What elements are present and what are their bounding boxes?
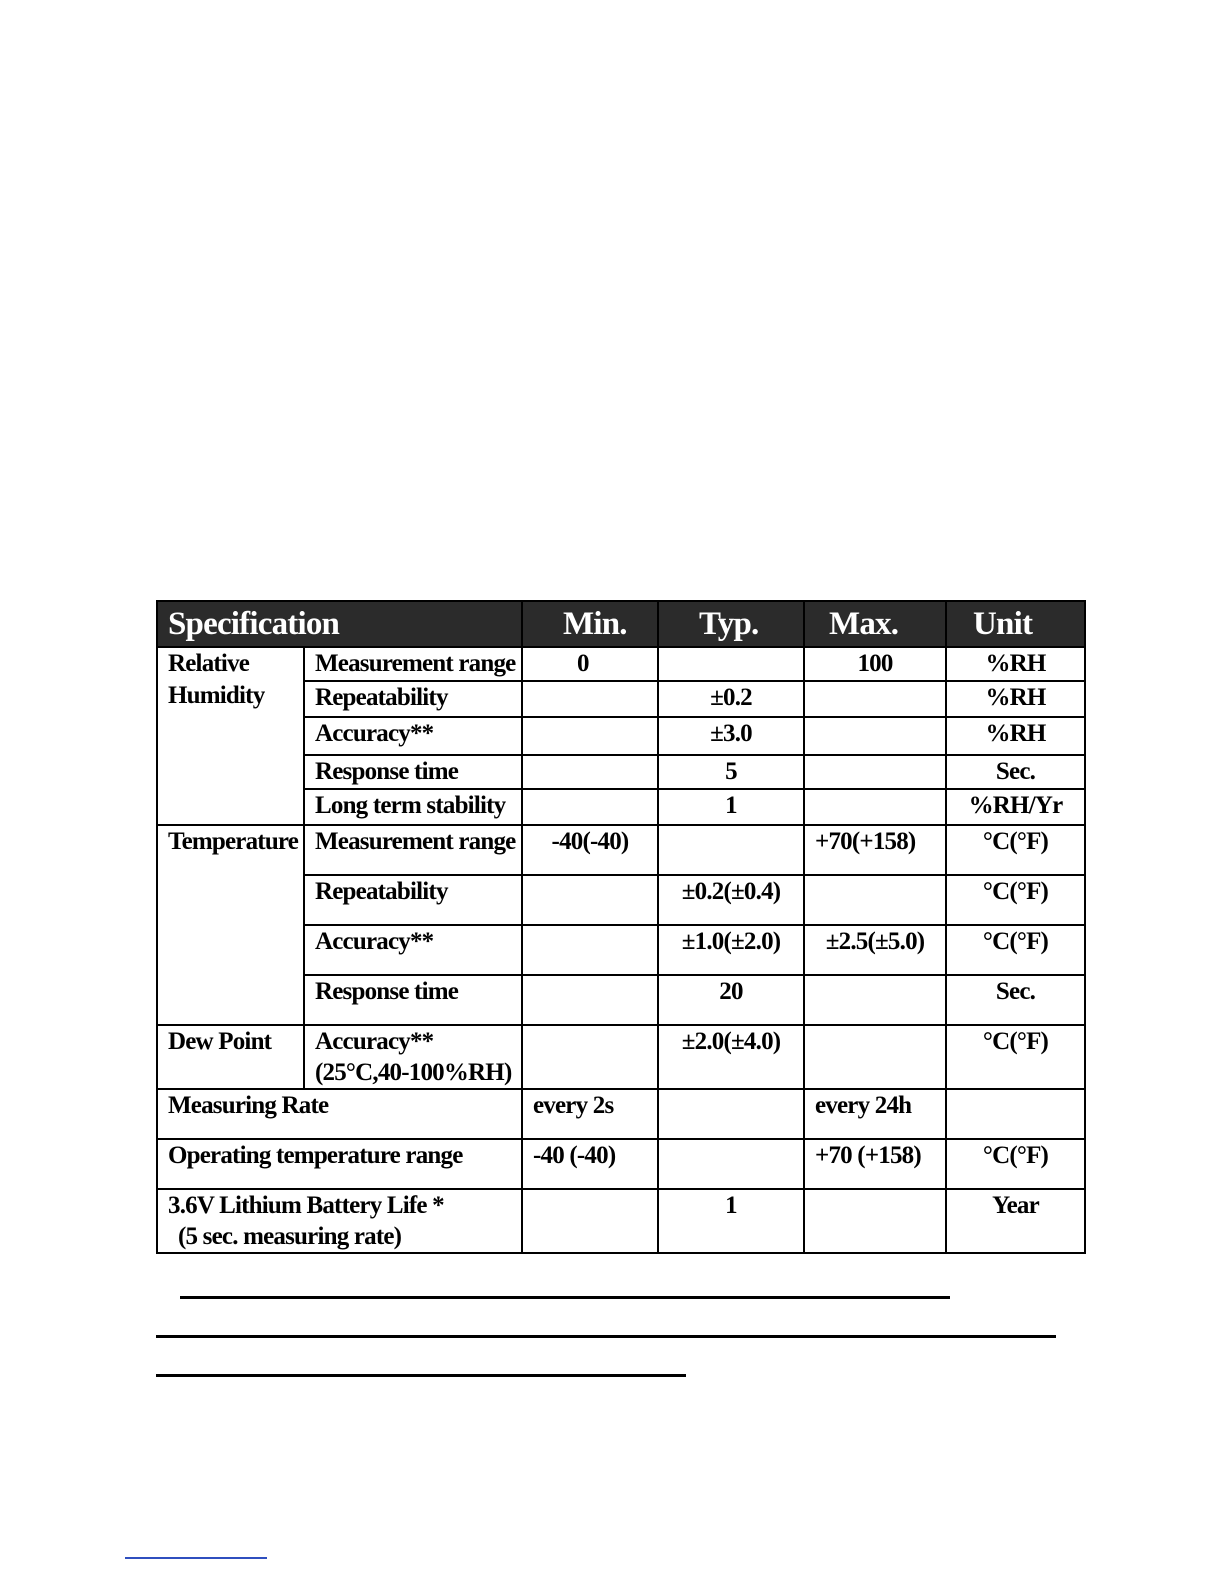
- max-cell: [804, 1025, 946, 1089]
- min-cell: [522, 1025, 658, 1089]
- min-cell: [522, 681, 658, 717]
- min-cell: [522, 925, 658, 975]
- measuring-rate-label: Measuring Rate: [157, 1089, 522, 1139]
- battery-label-line2: (5 sec. measuring rate): [178, 1223, 402, 1250]
- group-dew-point: Dew Point: [157, 1025, 304, 1089]
- header-typ: Typ.: [658, 601, 804, 647]
- typ-cell: ±0.2(±0.4): [658, 875, 804, 925]
- unit-cell: °C(°F): [946, 1025, 1085, 1089]
- min-cell: [522, 717, 658, 755]
- param-cell: Response time: [304, 975, 522, 1025]
- param-cell: [304, 1025, 522, 1089]
- unit-cell: %RH/Yr: [946, 789, 1085, 825]
- table-row: [157, 1189, 1085, 1253]
- param-cell: Accuracy**: [304, 717, 522, 755]
- table-row: [157, 1139, 1085, 1189]
- battery-label-line1: 3.6V Lithium Battery Life *: [168, 1192, 444, 1219]
- group-relative-humidity: Relative Humidity: [157, 647, 304, 825]
- unit-cell: Year: [946, 1189, 1085, 1253]
- param-cell: Measurement range: [304, 825, 522, 875]
- specification-table: [156, 600, 1086, 1254]
- typ-cell: 5: [658, 755, 804, 789]
- typ-cell: [658, 825, 804, 875]
- min-cell: [522, 789, 658, 825]
- max-cell: [804, 1189, 946, 1253]
- max-cell: [804, 681, 946, 717]
- param-cell: Response time: [304, 755, 522, 789]
- typ-cell: 20: [658, 975, 804, 1025]
- unit-cell: %RH: [946, 647, 1085, 681]
- typ-cell: ±0.2: [658, 681, 804, 717]
- min-cell: [522, 755, 658, 789]
- max-cell: [804, 755, 946, 789]
- blank-line-3: [156, 1374, 686, 1377]
- max-cell: +70(+158): [804, 825, 946, 875]
- max-cell: [804, 875, 946, 925]
- typ-cell: [658, 1139, 804, 1189]
- unit-cell: °C(°F): [946, 875, 1085, 925]
- typ-cell: ±3.0: [658, 717, 804, 755]
- blank-line-2: [156, 1335, 1056, 1338]
- unit-cell: °C(°F): [946, 825, 1085, 875]
- param-cell: Long term stability: [304, 789, 522, 825]
- param-cell: Repeatability: [304, 875, 522, 925]
- unit-cell: °C(°F): [946, 1139, 1085, 1189]
- table-row: [157, 825, 1085, 875]
- max-cell: every 24h: [804, 1089, 946, 1139]
- unit-cell: %RH: [946, 681, 1085, 717]
- typ-cell: ±1.0(±2.0): [658, 925, 804, 975]
- param-cell: Accuracy**: [304, 925, 522, 975]
- max-cell: +70 (+158): [804, 1139, 946, 1189]
- typ-cell: [658, 1089, 804, 1139]
- group-temperature: Temperature: [157, 825, 304, 1025]
- header-unit: Unit: [946, 601, 1085, 647]
- table-row: [157, 647, 1085, 681]
- dew-point-param-line1: Accuracy**: [315, 1028, 434, 1055]
- min-cell: -40 (-40): [522, 1139, 658, 1189]
- table-row: [157, 1089, 1085, 1139]
- typ-cell: ±2.0(±4.0): [658, 1025, 804, 1089]
- max-cell: ±2.5(±5.0): [804, 925, 946, 975]
- header-specification: Specification: [157, 601, 522, 647]
- typ-cell: 1: [658, 1189, 804, 1253]
- table-row: [157, 1025, 1085, 1089]
- max-cell: [804, 717, 946, 755]
- header-min: Min.: [522, 601, 658, 647]
- min-cell: [522, 1189, 658, 1253]
- blank-line-1: [180, 1296, 950, 1299]
- min-cell: 0: [522, 647, 658, 681]
- unit-cell: Sec.: [946, 755, 1085, 789]
- typ-cell: [658, 647, 804, 681]
- min-cell: [522, 875, 658, 925]
- param-cell: Measurement range: [304, 647, 522, 681]
- header-max: Max.: [804, 601, 946, 647]
- max-cell: [804, 975, 946, 1025]
- unit-cell: Sec.: [946, 975, 1085, 1025]
- typ-cell: 1: [658, 789, 804, 825]
- max-cell: [804, 789, 946, 825]
- battery-label: [157, 1189, 522, 1253]
- unit-cell: [946, 1089, 1085, 1139]
- min-cell: every 2s: [522, 1089, 658, 1139]
- min-cell: [522, 975, 658, 1025]
- dew-point-param-line2: (25°C,40-100%RH): [315, 1059, 512, 1086]
- unit-cell: %RH: [946, 717, 1085, 755]
- min-cell: -40(-40): [522, 825, 658, 875]
- max-cell: 100: [804, 647, 946, 681]
- link-underline: [125, 1557, 267, 1559]
- operating-range-label: Operating temperature range: [157, 1139, 522, 1189]
- table-header-row: [157, 601, 1085, 647]
- param-cell: Repeatability: [304, 681, 522, 717]
- unit-cell: °C(°F): [946, 925, 1085, 975]
